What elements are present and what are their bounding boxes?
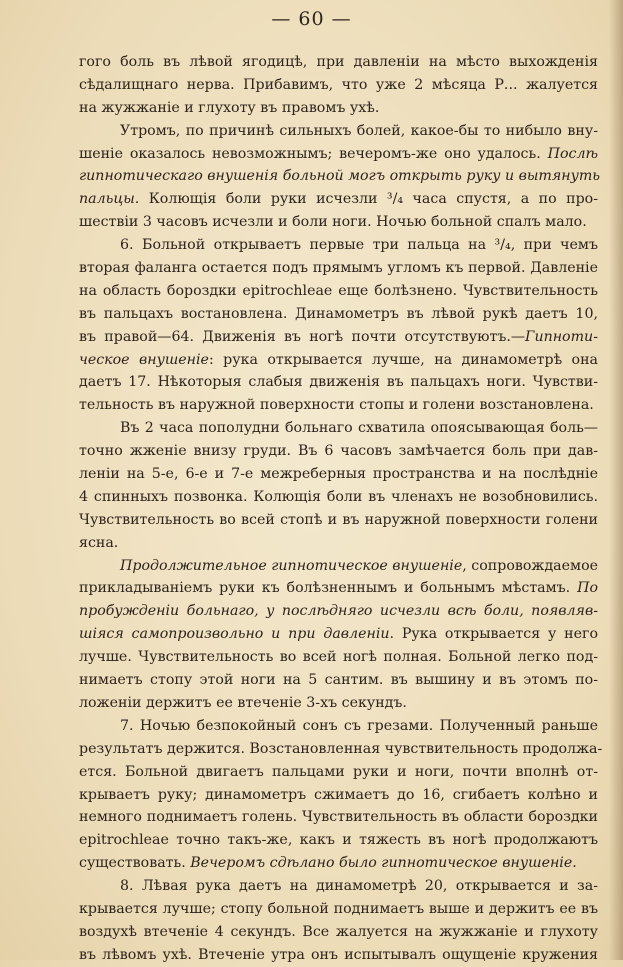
text-line xyxy=(79,761,598,784)
text-run: 8. Лѣвая рука даетъ на динамометрѣ 20, открывается и за- xyxy=(120,878,598,895)
text-line xyxy=(79,463,598,486)
page-edge-shadow xyxy=(609,0,623,960)
text-run: : рука открывается лучше, на динамометрѣ она xyxy=(208,351,598,368)
text-run: нимаетъ стопу этой ноги на 5 сантим. въ вышину и въ этомъ по- xyxy=(79,672,598,689)
text-run: въ правой—64. Движенiя въ ногѣ почти отсутствуютъ.— xyxy=(79,328,526,345)
text-run: на жужжанiе и глухоту въ правомъ ухѣ. xyxy=(79,99,380,116)
text-line xyxy=(79,349,598,372)
text-line xyxy=(79,120,598,143)
text-line xyxy=(79,600,598,623)
text-run: 4 спинныхъ позвонка. Колющiя боли въ членахъ не возобновились. xyxy=(79,488,598,505)
text-run: воздухѣ втеченiе 4 секундъ. Все жалуется на жужжанiе и глухоту xyxy=(79,923,598,940)
text-line xyxy=(79,165,601,188)
text-line xyxy=(79,211,598,234)
text-line xyxy=(79,509,598,532)
text-run: ложенiи держитъ ее втеченiе 3-хъ секундъ. xyxy=(79,694,407,711)
italic-text-run: Продолжительное гипнотическое внушенiе xyxy=(120,557,463,574)
text-run: сѣдалищнаго нерва. Прибавимъ, что уже 2 мѣсяца Р... жалуется xyxy=(79,76,598,93)
text-line xyxy=(79,326,598,349)
text-run: даетъ 17. Нѣкоторыя слабыя движенiя въ пальцахъ ноги. Чувстви- xyxy=(79,374,598,391)
text-run: прикладыванiемъ руки къ болѣзненнымъ и больнымъ мѣстамъ. xyxy=(79,580,578,597)
text-run: Утромъ, по причинѣ сильныхъ болей, какое-бы то нибыло вну- xyxy=(120,122,598,139)
text-run: ленiи на 5-е, 6-е и 7-е межреберныя пространства и на послѣднiе xyxy=(79,466,598,483)
text-line xyxy=(79,74,598,97)
text-run: epitrochleae точно такъ-же, какъ и тяжесть въ ногѣ продолжаютъ xyxy=(79,832,598,849)
italic-text-run: Вечеромъ сдѣлано было гипнотическое внушенiе. xyxy=(190,855,577,872)
italic-text-run: шiяся самопроизвольно и при давленiи xyxy=(79,626,390,643)
italic-text-run: Гипноти- xyxy=(525,328,598,345)
text-line xyxy=(79,440,598,463)
text-run: шенiе оказалось невозможнымъ; вечеромъ-же оно удалось. xyxy=(79,145,548,162)
text-run: ется. Больной двигаетъ пальцами руки и ноги, почти вполнѣ от- xyxy=(79,763,598,780)
text-run: немного поднимаетъ голень. Чувствительность въ области бороздки xyxy=(79,809,598,826)
text-line xyxy=(79,852,598,875)
text-run: крываетъ руку; динамометръ сжимаетъ до 16, сгибаетъ колѣно и xyxy=(79,786,598,803)
text-line xyxy=(79,257,598,280)
text-line xyxy=(79,371,598,394)
text-line xyxy=(79,417,598,440)
text-line xyxy=(79,394,598,417)
text-line xyxy=(79,532,598,555)
text-line xyxy=(79,188,598,211)
text-line xyxy=(79,143,598,166)
text-line xyxy=(79,623,598,646)
text-run: на область бороздки epitrochleae еще болѣзнено. Чувствительность xyxy=(79,282,598,299)
text-line xyxy=(79,646,598,669)
text-line xyxy=(79,829,598,852)
text-run: Въ 2 часа пополудни больнаго схватила опоясывающая боль— xyxy=(120,420,598,437)
text-line xyxy=(79,898,598,921)
text-run: точно жженiе внизу груди. Въ 6 часовъ замѣчается боль при дав- xyxy=(79,443,598,460)
text-line xyxy=(79,303,598,326)
text-run: . Рука открывается у него xyxy=(389,626,598,643)
text-line xyxy=(79,234,598,257)
text-line xyxy=(79,280,598,303)
text-run: Чувствительность во всей стопѣ и въ наружной поверхности голени xyxy=(79,511,598,528)
text-run: шествiи 3 часовъ исчезли и боли ноги. Ночью больной спалъ мало. xyxy=(79,214,587,231)
text-line xyxy=(79,806,598,829)
page-number: — 60 — xyxy=(271,8,352,30)
text-run: ясна. xyxy=(79,534,119,551)
text-line xyxy=(79,692,598,715)
italic-text-run: гипнотическаго внушенiя больной могъ открыть руку и вытянуть xyxy=(79,168,601,185)
text-line xyxy=(79,97,598,120)
text-run: существовать. xyxy=(79,855,191,872)
text-line xyxy=(79,944,598,967)
text-run: тельность въ наружной поверхности стопы и голени возстановлена. xyxy=(79,397,594,414)
italic-text-run: ческое внушенiе xyxy=(79,351,209,368)
text-run: въ лѣвомъ ухѣ. Втеченiе утра онъ испытывалъ ощущенiе кружения xyxy=(79,946,598,963)
text-run: 7. Ночью безпокойный сонъ съ грезами. Полученный раньше xyxy=(120,717,598,734)
text-line xyxy=(79,738,603,761)
body-text xyxy=(79,51,603,967)
italic-text-run: пробужденiи больнаго, у послѣдняго исчезли всѣ боли, появляв- xyxy=(79,603,598,620)
italic-text-run: Послѣ xyxy=(547,145,598,162)
text-run: Колющiя боли руки исчезли ³/₄ часа спустя, а по про- xyxy=(139,191,598,208)
text-run: вторая фаланга остается подъ прямымъ угломъ къ первой. Давленiе xyxy=(79,260,598,277)
italic-text-run: пальцы. xyxy=(79,191,140,208)
text-line xyxy=(79,921,598,944)
text-run: гого боль въ лѣвой ягодицѣ, при давленiи на мѣсто выхожденiя xyxy=(79,54,598,70)
italic-text-run: По xyxy=(577,580,598,597)
text-line xyxy=(79,486,598,509)
text-line xyxy=(79,875,598,898)
text-run: , сопровождаемое xyxy=(462,557,599,574)
text-line xyxy=(79,669,598,692)
text-run: результатъ держится. Возстановленная чувствительность продолжа- xyxy=(79,740,603,757)
text-line xyxy=(79,784,598,807)
text-line xyxy=(79,51,598,74)
text-run: крывается лучше; стопу больной поднимаетъ выше и держитъ ее въ xyxy=(79,900,598,917)
text-line xyxy=(79,715,598,738)
text-line xyxy=(79,577,598,600)
text-run: лучше. Чувствительность во всей ногѣ полная. Больной легко под- xyxy=(79,649,598,666)
text-line xyxy=(79,555,598,578)
text-run: въ пальцахъ востановлена. Динамометръ въ лѣвой рукѣ даетъ 10, xyxy=(79,305,598,322)
text-run: 6. Больной открываетъ первые три пальца на ³/₄, при чемъ xyxy=(120,237,598,254)
